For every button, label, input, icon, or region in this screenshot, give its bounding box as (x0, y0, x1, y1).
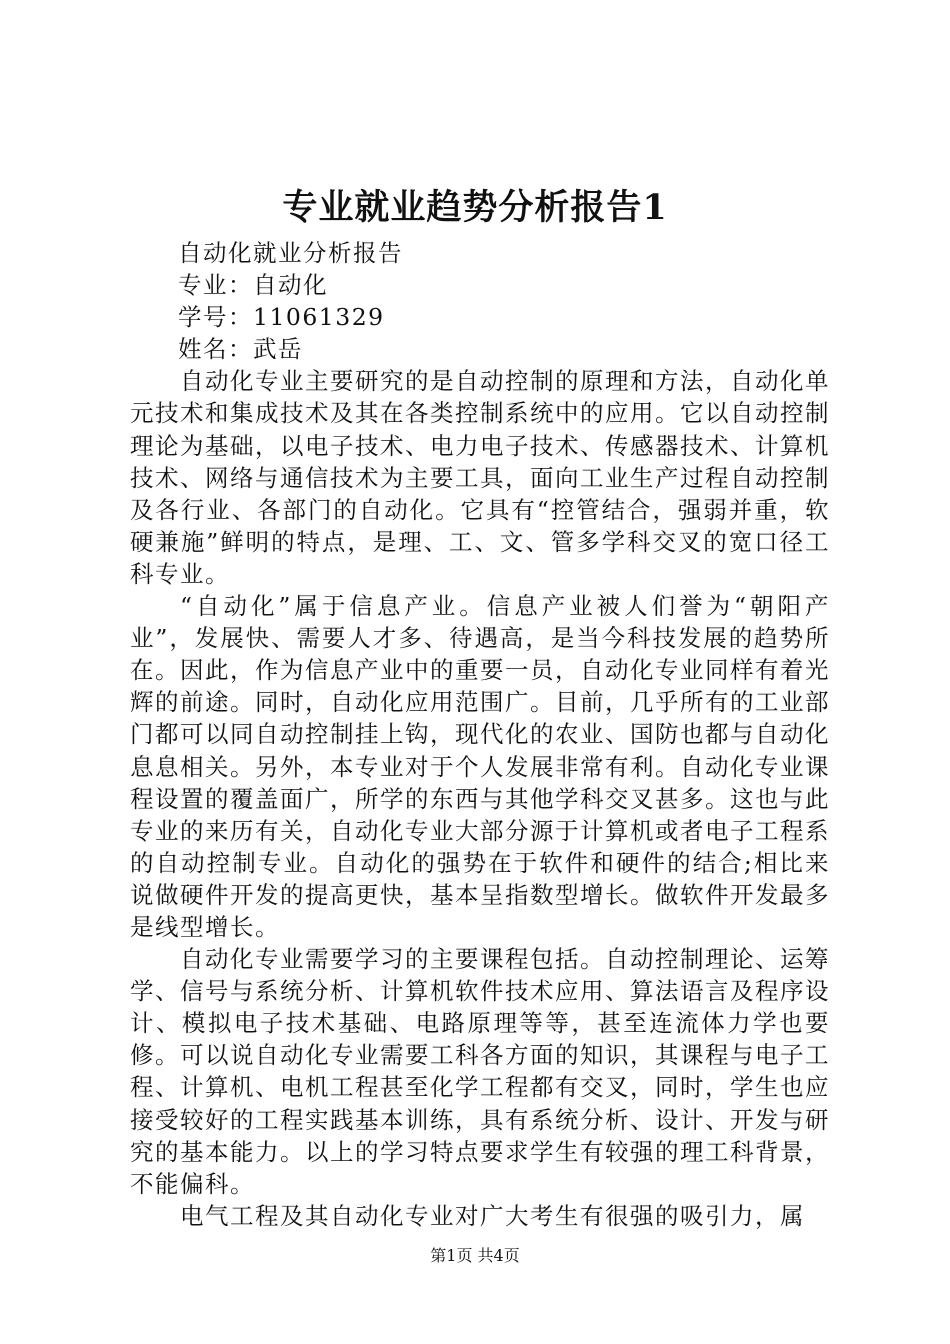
paragraph-4: 电气工程及其自动化专业对广大考生有很强的吸引力，属 (180, 1201, 805, 1230)
student-id-line: 学号：11061329 (178, 303, 385, 332)
name-line: 姓名：武岳 (178, 335, 303, 364)
paragraph-3: 自动化专业需要学习的主要课程包括。自动控制理论、运筹学、信号与系统分析、计算机软件技术应用、算法语言及程序设计、模拟电子技术基础、电路原理等等，甚至连流体力学也要修。可以说自动化专业需要工科各方面的知识，其课程与电子工程、计算机、电机工程甚至化学工程都有交叉，同时，学生也应接受较好的工程实践基本训练，具有系统分析、设计、开发与研究的基本能力。以上的学习特点要求学生有较强的理工科背景，不能偏科。 (130, 945, 830, 1198)
major-line: 专业：自动化 (178, 271, 328, 300)
page-title: 专业就业趋势分析报告1 (282, 187, 668, 228)
paragraph-2: “自动化”属于信息产业。信息产业被人们誉为“朝阳产业”，发展快、需要人才多、待遇高，是当今科技发展的趋势所在。因此，作为信息产业中的重要一员，自动化专业同样有着光辉的前途。同时，自动化应用范围广。目前，几乎所有的工业部门都可以同自动控制挂上钩，现代化的农业、国防也都与自动化息息相关。另外，本专业对于个人发展非常有利。自动化专业课程设置的覆盖面广，所学的东西与其他学科交叉甚多。这也与此专业的来历有关，自动化专业大部分源于计算机或者电子工程系的自动控制专业。自动化的强势在于软件和硬件的结合;相比来说做硬件开发的提高更快，基本呈指数型增长。做软件开发最多是线型增长。 (130, 592, 830, 941)
page-footer: 第1页 共4页 (430, 1246, 520, 1265)
report-subtitle: 自动化就业分析报告 (178, 239, 403, 267)
document-body (130, 237, 830, 1232)
paragraph-1: 自动化专业主要研究的是自动控制的原理和方法，自动化单元技术和集成技术及其在各类控制系统中的应用。它以自动控制理论为基础，以电子技术、电力电子技术、传感器技术、计算机技术、网络与通信技术为主要工具，面向工业生产过程自动控制及各行业、各部门的自动化。它具有“控管结合，强弱并重，软硬兼施”鲜明的特点，是理、工、文、管多学科交叉的宽口径工科专业。 (130, 367, 830, 588)
